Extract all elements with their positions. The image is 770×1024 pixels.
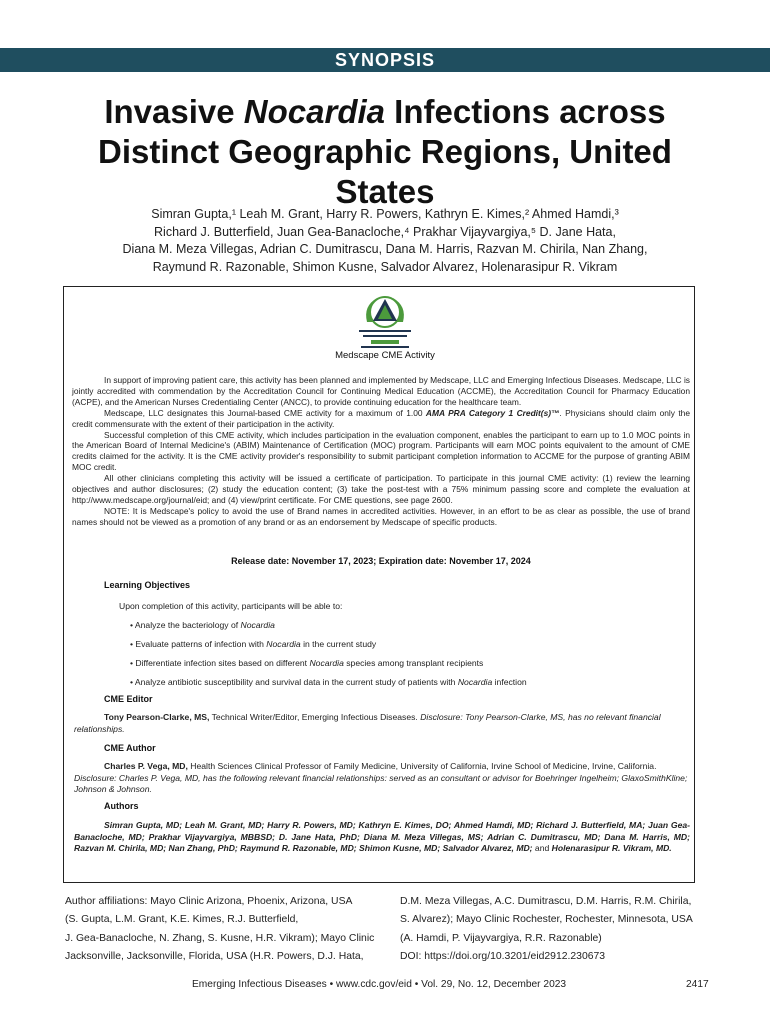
author-affiliations-continued: D.M. Meza Villegas, A.C. Dumitrascu, D.M. Harris, R.M. Chirila, S. Alvarez); Mayo Clinic Rochester, Rochester, Minnesota, USA (A. Hamdi, P. Vijayvargiya, R.R. Razonable) DOI: https://doi.org/10.3201/eid2912.230673 (400, 893, 710, 966)
author-line: Raymund R. Razonable, Shimon Kusne, Salvador Alvarez, Holenarasipur R. Vikram (152, 259, 618, 274)
list-item: • Differentiate infection sites based on different Nocardia species among transplant recipients (130, 658, 484, 668)
joint-accreditation-logo-icon (337, 290, 433, 350)
cme-editor-text: Tony Pearson-Clarke, MS, Technical Writer/Editor, Emerging Infectious Diseases. Disclosure: Tony Pearson-Clarke, MS, has no relevant financial relationships. (74, 712, 661, 734)
list-item: • Analyze antibiotic susceptibility and survival data in the current study of patients with Nocardia infection (130, 677, 527, 687)
list-item: • Analyze the bacteriology of Nocardia (130, 620, 275, 630)
authors-heading: Authors (104, 801, 139, 811)
author-affiliations: Author affiliations: Mayo Clinic Arizona, Phoenix, Arizona, USA (S. Gupta, L.M. Grant, K.E. Kimes, R.J. Butterfield, J. Gea-Banacloche, N. Zhang, S. Kusne, H.R. Vikram); Mayo Clinic Jacksonville, Jacksonville, Florida, USA (H.R. Powers, D.J. Hata, (65, 896, 375, 962)
journal-footer: Emerging Infectious Diseases • www.cdc.gov/eid • Vol. 29, No. 12, December 2023 (192, 979, 567, 990)
article-title: Invasive Nocardia Infections across Distinct Geographic Regions, United States (98, 93, 672, 210)
cme-description (72, 375, 690, 528)
cme-paragraph: In support of improving patient care, this activity has been planned and implemented by Medscape, LLC and Emerging Infectious Diseases. Medscape, LLC is jointly accredited with commendation by the Accreditation Council for Continuing Medical Education (ACCME), the Accreditation Council for Pharmacy Education (ACPE), and the American Nurses Credentialing Center (ANCC), to provide continuing education for the healthcare team. (72, 375, 690, 407)
authors-disclosure-list: Simran Gupta, MD; Leah M. Grant, MD; Harry R. Powers, MD; Kathryn E. Kimes, DO; Ahmed Hamdi, MD; Richard J. Butterfield, MA; Juan Gea-Banacloche, MD; Prakhar Vijayvargiya, MBBSD; D. Jane Hata, PhD; Diana M. Meza Villegas, MS; Adrian C. Dumitrascu, MD; Dana M. Harris, MD; Razvan M. Chirila, MD; Nan Zhang, PhD; Raymund R. Razonable, MD; Shimon Kusne, MD; Salvador Alvarez, MD; and Holenarasipur R. Vikram, MD. (74, 820, 690, 853)
learning-objectives-heading: Learning Objectives (104, 580, 191, 590)
section-banner: SYNOPSIS (0, 48, 770, 72)
cme-paragraph: Successful completion of this CME activity, which includes participation in the evaluation component, enables the participant to earn up to 1.0 MOC points in the American Board of Internal Medicine's (ABIM) Maintenance of Certification (MOC) program. Participants will earn MOC points equivalent to the amount of CME credits claimed for the activity. It is the CME activity provider's responsibility to submit participant completion information to ACCME for the purpose of granting ABIM MOC credit. (72, 429, 690, 473)
learning-objectives-intro: Upon completion of this activity, participants will be able to: (119, 601, 343, 611)
author-byline (60, 206, 710, 276)
author-line: Simran Gupta,¹ Leah M. Grant, Harry R. Powers, Kathryn E. Kimes,² Ahmed Hamdi,³ (151, 207, 619, 221)
cme-author-text: Charles P. Vega, MD, Health Sciences Clinical Professor of Family Medicine, University of California, Irvine School of Medicine, Irvine, California. Disclosure: Charles P. Vega, MD, has the following relevant financial relationships: served as an consultant or advisor for Boehringer Ingelheim; GlaxoSmithKline; Johnson & Johnson. (74, 761, 688, 794)
author-line: Diana M. Meza Villegas, Adrian C. Dumitrascu, Dana M. Harris, Razvan M. Chirila, Nan Zhang, (122, 242, 648, 256)
objectives-list (130, 620, 670, 696)
doi-link[interactable]: DOI: https://doi.org/10.3201/eid2912.230673 (400, 950, 606, 962)
page-number: 2417 (686, 979, 709, 990)
release-dates: Release date: November 17, 2023; Expiration date: November 17, 2024 (231, 556, 531, 566)
cme-editor-heading: CME Editor (104, 694, 153, 704)
cme-author-heading: CME Author (104, 743, 156, 753)
logo-caption: Medscape CME Activity (335, 350, 435, 361)
cme-paragraph: NOTE: It is Medscape's policy to avoid the use of Brand names in accredited activities. However, in an effort to be as clear as possible, the use of brand names should not be viewed as a promotion of any brand or as an endorsement by Medscape of specific products. (72, 505, 690, 527)
author-line: Richard J. Butterfield, Juan Gea-Banacloche,⁴ Prakhar Vijayvargiya,⁵ D. Jane Hata, (154, 224, 616, 239)
cme-paragraph: All other clinicians completing this activity will be issued a certificate of participation. To participate in this journal CME activity: (1) review the learning objectives and author disclosures; (2) study the education content; (3) take the post-test with a 75% minimum passing score and complete the evaluation at http://www.medscape.org/journal/eid; and (4) view/print certificate. For CME questions, see page 2600. (72, 473, 690, 505)
cme-paragraph: Medscape, LLC designates this Journal-based CME activity for a maximum of 1.00 AMA PRA Category 1 Credit(s)™. Physicians should claim only the credit commensurate with the extent of their participation in the activity. (72, 407, 690, 429)
list-item: • Evaluate patterns of infection with Nocardia in the current study (130, 639, 377, 649)
